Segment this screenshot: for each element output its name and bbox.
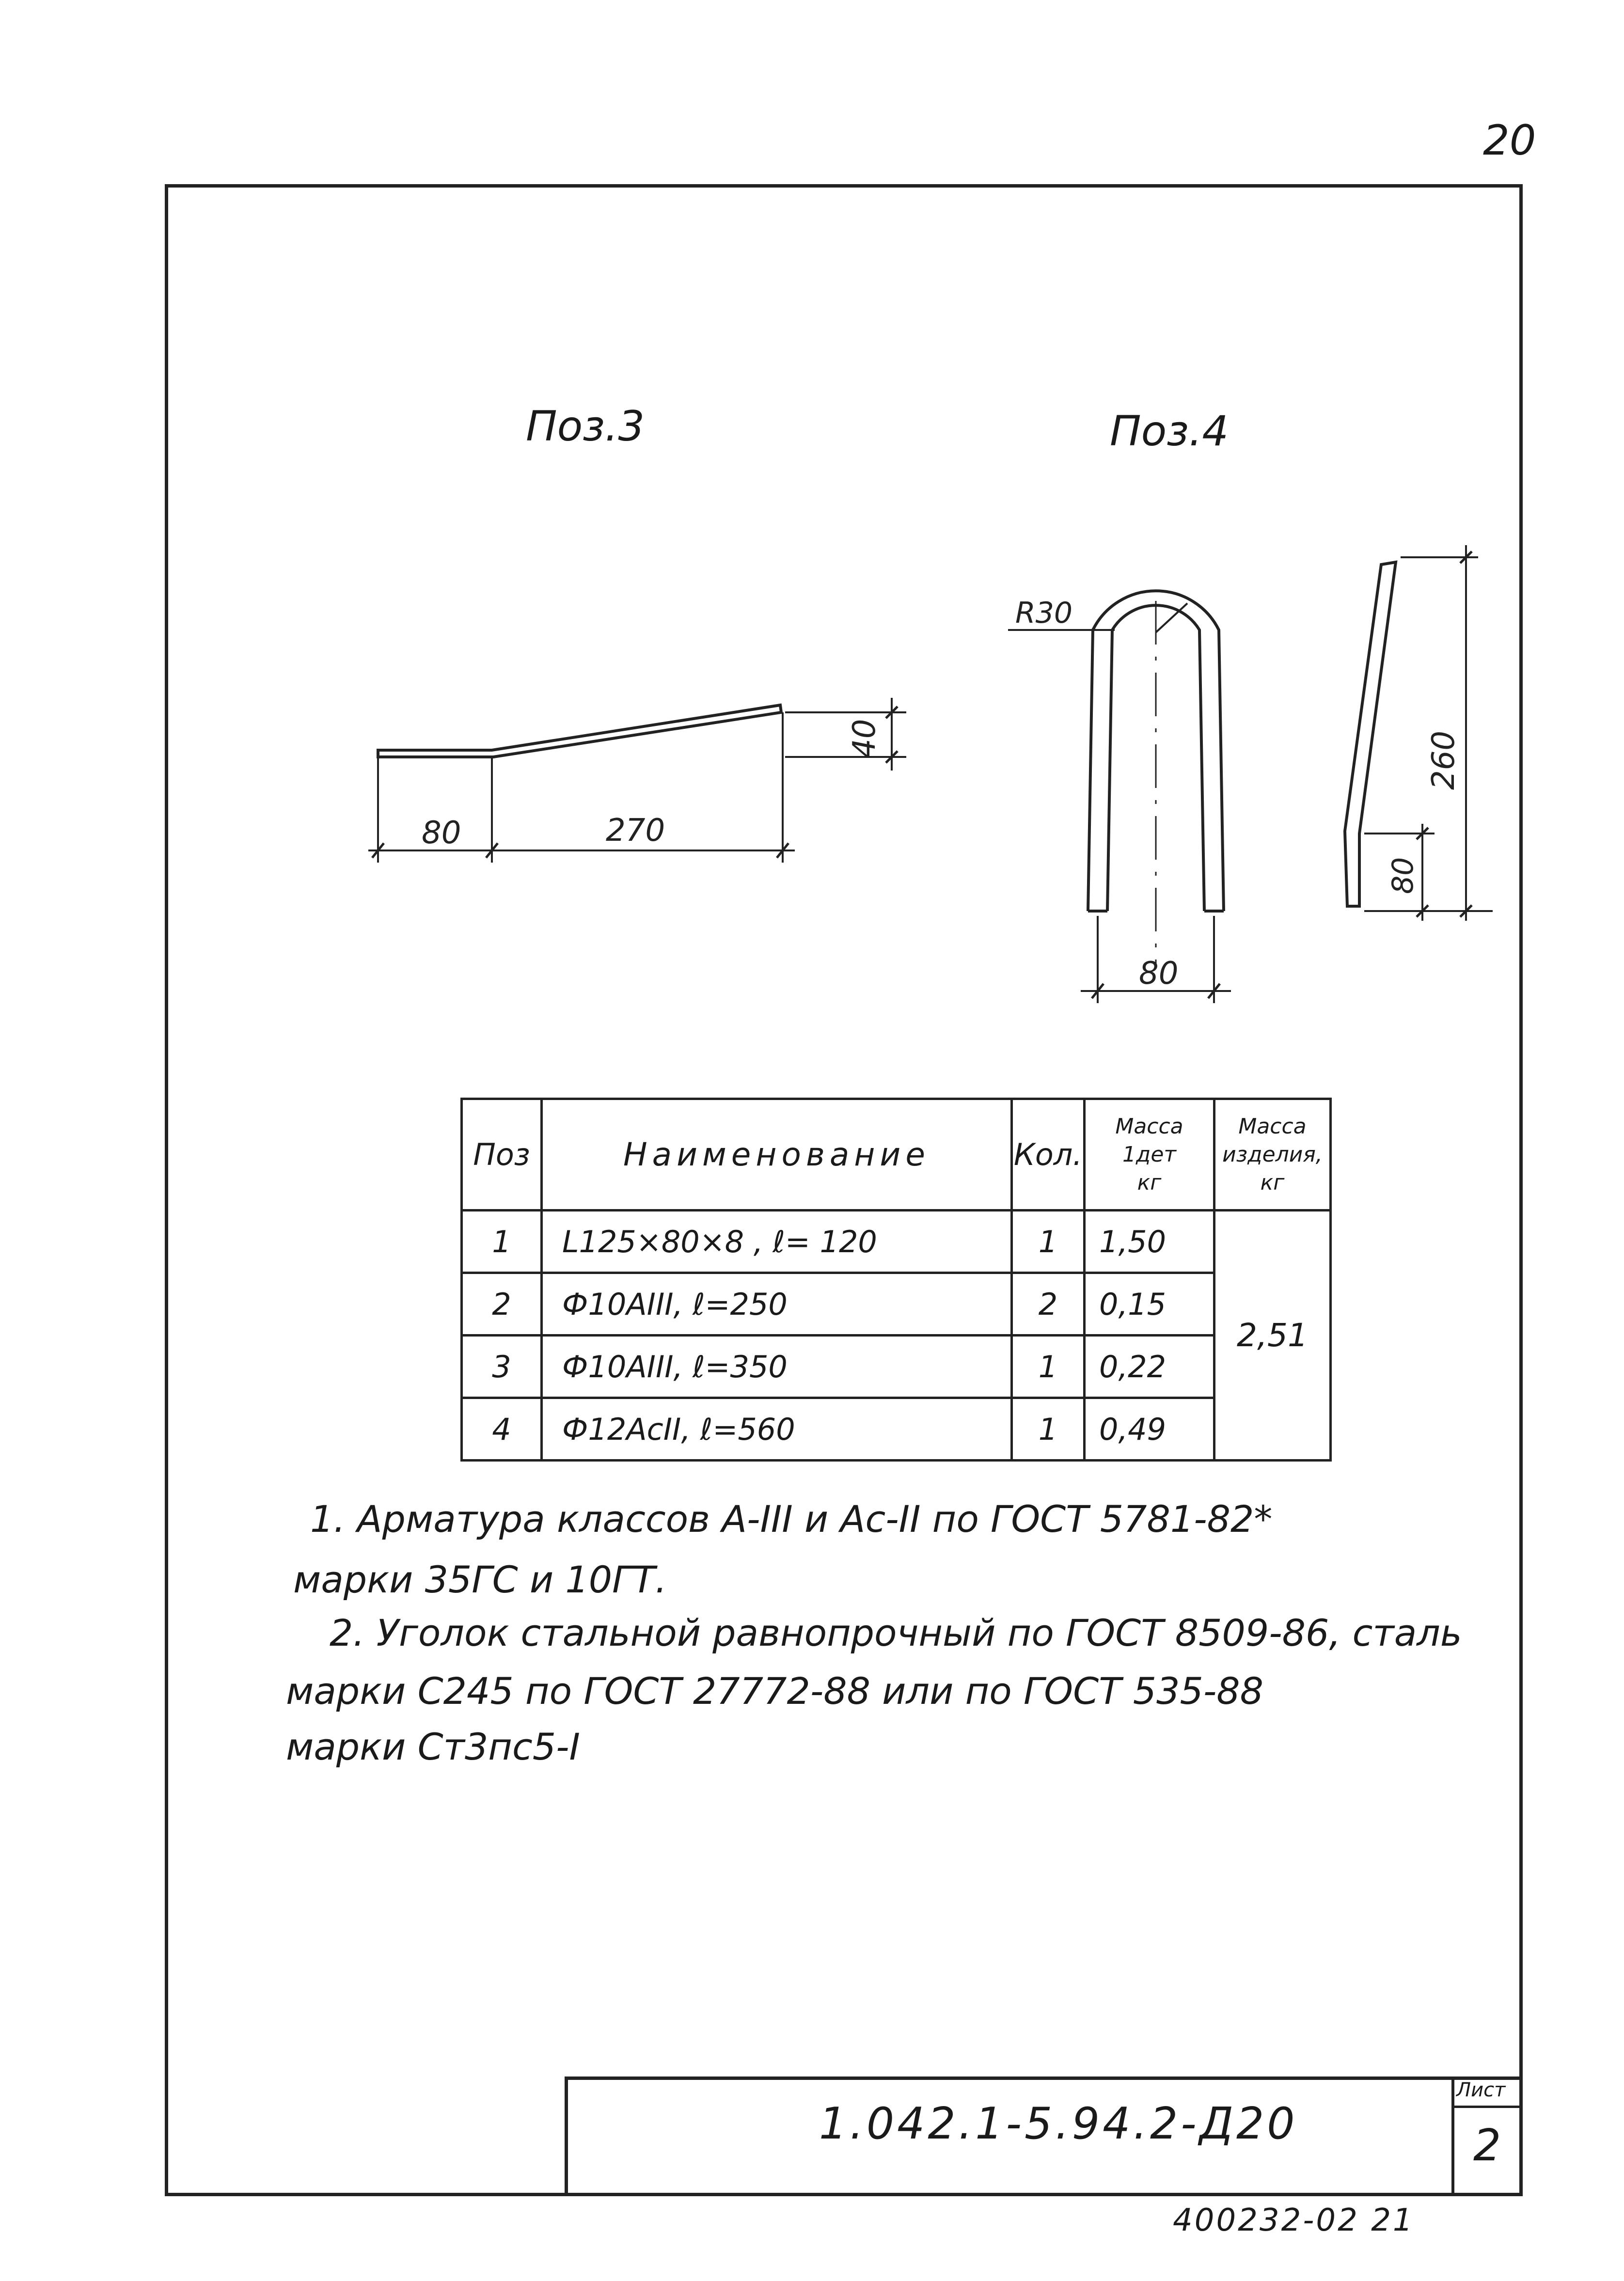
row-mass: 0,15: [1085, 1273, 1214, 1336]
row-qty: 1: [1012, 1336, 1085, 1398]
pos4-radius: R30: [1015, 596, 1073, 630]
pos4-dim-height: 260: [1426, 730, 1462, 790]
row-qty: 1: [1012, 1398, 1085, 1461]
row-name: Ф10АIII, ℓ=250: [542, 1273, 1012, 1336]
row-poz: 4: [462, 1398, 542, 1461]
table-header-row: [462, 1099, 1331, 1211]
row-qty: 2: [1012, 1273, 1085, 1336]
pos3-dim-left: 80: [422, 815, 461, 851]
note-2-line-3: марки Ст3пс5-I: [286, 1725, 580, 1768]
pos3-label: Поз.3: [526, 402, 645, 451]
specification-table: [460, 1098, 1332, 1462]
row-mass: 0,49: [1085, 1398, 1214, 1461]
row-poz: 3: [462, 1336, 542, 1398]
note-1-line-2: марки 35ГС и 10ГТ.: [293, 1558, 667, 1601]
total-mass: 2,51: [1214, 1211, 1331, 1461]
pos4-dim-width: 80: [1139, 956, 1179, 991]
pos4-dim-bend: 80: [1386, 857, 1420, 894]
pos4-label: Поз.4: [1110, 407, 1229, 456]
header-qty: Кол.: [1012, 1099, 1085, 1211]
row-name: L125×80×8 , ℓ= 120: [542, 1211, 1012, 1273]
header-mass-item: Масса изделия, кг: [1214, 1099, 1331, 1211]
header-poz: Поз: [462, 1099, 542, 1211]
pos3-dim-right: 270: [606, 813, 665, 849]
header-mass-part: Масса 1дет кг: [1085, 1099, 1214, 1211]
pos3-dim-height: 40: [847, 719, 883, 758]
technical-drawings: [0, 0, 1624, 1066]
note-2-line-1: 2. Уголок стальной равнопрочный по ГОСТ 8509-86, сталь: [330, 1611, 1462, 1654]
table-row: [462, 1398, 1331, 1461]
archive-number: 400232-02 21: [1173, 2202, 1415, 2238]
row-mass: 0,22: [1085, 1336, 1214, 1398]
sheet-divider: [1451, 2106, 1523, 2108]
sheet-number: 2: [1473, 2120, 1501, 2171]
row-name: Ф12АсII, ℓ=560: [542, 1398, 1012, 1461]
row-poz: 1: [462, 1211, 542, 1273]
pos4-front-drawing: [1008, 591, 1231, 1003]
page-number: 20: [1483, 116, 1536, 165]
row-qty: 1: [1012, 1211, 1085, 1273]
header-name: Наименование: [542, 1099, 1012, 1211]
row-mass: 1,50: [1085, 1211, 1214, 1273]
note-1-line-1: 1. Арматура классов А-III и Ас-II по ГОСТ 5781-82*: [310, 1497, 1273, 1541]
note-2-line-2: марки С245 по ГОСТ 27772-88 или по ГОСТ 535-88: [286, 1669, 1263, 1713]
table-row: [462, 1273, 1331, 1336]
document-code: 1.042.1-5.94.2-Д20: [819, 2098, 1298, 2149]
table-row: [462, 1211, 1331, 1273]
row-poz: 2: [462, 1273, 542, 1336]
row-name: Ф10АIII, ℓ=350: [542, 1336, 1012, 1398]
table-row: [462, 1336, 1331, 1398]
sheet-label: Лист: [1456, 2079, 1506, 2101]
